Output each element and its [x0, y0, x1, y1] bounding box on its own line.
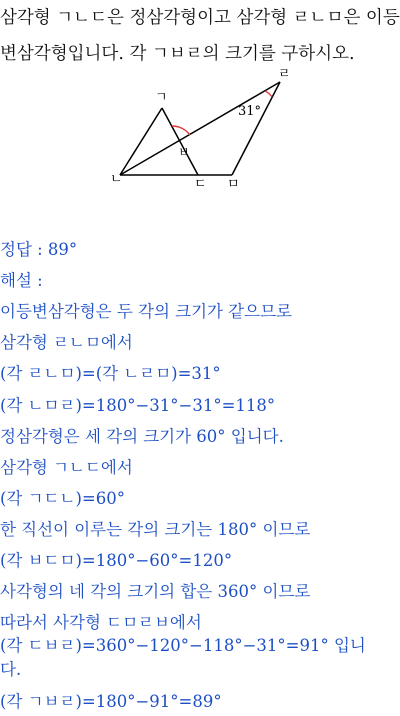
problem-statement — [0, 0, 400, 72]
label-d: ㄷ — [194, 177, 207, 192]
solution-line-3: 이등변삼각형은 두 각의 크기가 같으므로 — [0, 302, 292, 321]
angle-arc-r — [265, 91, 272, 97]
solution-line-5: (각 ㄹㄴㅁ)=(각 ㄴㄹㅁ)=31° — [0, 364, 221, 383]
label-b: ㅂ — [178, 145, 190, 159]
solution-line-11: (각 ㅂㄷㅁ)=180°−60°=120° — [0, 551, 233, 570]
label-r: ㄹ — [278, 67, 291, 82]
solution-line-4: 삼각형 ㄹㄴㅁ에서 — [0, 333, 133, 352]
solution-line-10: 한 직선이 이루는 각의 크기는 180° 이므로 — [0, 520, 311, 539]
solution-line-15: 다. — [0, 660, 22, 679]
explanation-heading: 해설 : — [0, 271, 43, 290]
solution-line-7: 정삼각형은 세 각의 크기가 60° 입니다. — [0, 427, 284, 446]
solution-line-12: 사각형의 네 각의 크기의 합은 360° 이므로 — [0, 582, 311, 601]
label-n: ㄴ — [110, 172, 123, 187]
solution-line-8: 삼각형 ㄱㄴㄷ에서 — [0, 458, 133, 477]
solution-line-13: 따라서 사각형 ㄷㅁㄹㅂ에서 — [0, 613, 202, 632]
solution-line-14: (각 ㄷㅂㄹ)=360°−120°−118°−31°=91° 입니 — [0, 636, 366, 655]
label-m: ㅁ — [227, 177, 240, 192]
label-g: ㄱ — [155, 90, 168, 105]
problem-line-2: 변삼각형입니다. 각 ㄱㅂㄹ의 크기를 구하시오. — [0, 44, 355, 64]
answer-line: 정답 : 89° — [0, 240, 78, 259]
problem-line-1: 삼각형 ㄱㄴㄷ은 정삼각형이고 삼각형 ㄹㄴㅁ은 이등 — [0, 8, 400, 28]
edge-gd — [162, 108, 198, 175]
solution-line-6: (각 ㄴㅁㄹ)=180°−31°−31°=118° — [0, 396, 276, 415]
edge-gn — [120, 108, 162, 175]
solution-line-9: (각 ㄱㄷㄴ)=60° — [0, 489, 125, 508]
angle-label-31: 31° — [238, 104, 262, 119]
solution-line-16: (각 ㄱㅂㄹ)=180°−91°=89° — [0, 692, 222, 711]
geometry-figure — [100, 67, 300, 192]
